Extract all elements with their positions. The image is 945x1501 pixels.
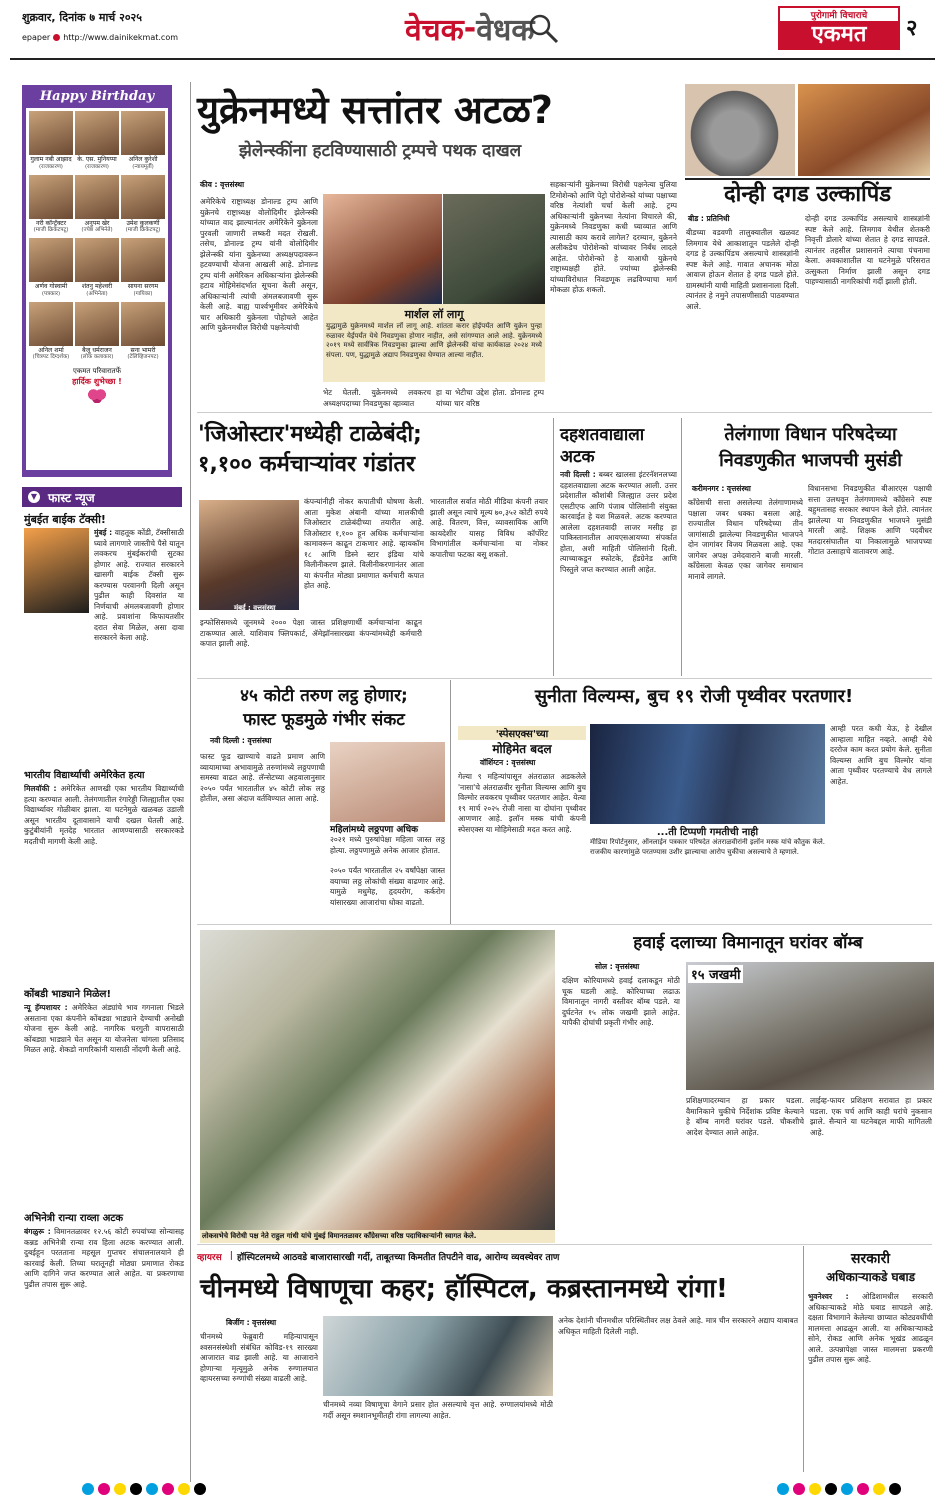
epaper-label: epaper — [22, 33, 51, 42]
virus-col-2: चीनमध्ये नव्या विषाणूचा वेगाने प्रसार होत असल्याचे वृत्त आहे. रुग्णालयांमध्ये मोठी गर्दी असून स्मशानभूमीतही रांगा लागल्या आहेत. — [323, 1400, 553, 1420]
wish-line-1: एकमत परिवारातर्फे — [72, 367, 122, 375]
virus-col-3: अनेक देशांनी चीनमधील परिस्थितीवर लक्ष ठेवले आहे. मात्र चीन सरकारने अद्याप याबाबत अधिकृत माहिती दिलेली नाही. — [558, 1316, 798, 1336]
avatar — [75, 111, 119, 155]
color-swatch — [146, 1483, 158, 1495]
gov-headline-2: अधिकाऱ्याकडे घबाड — [825, 1270, 916, 1284]
gov-dateline: भुवनेश्वर : — [808, 1292, 849, 1301]
birthday-name: अनिल कुरेशी — [128, 156, 158, 163]
issue-date: शुक्रवार, दिनांक ७ मार्च २०२५ — [22, 11, 142, 24]
lead-col-3-tail: हा या भेटीचा उद्देश होता. डोनाल्ड ट्रम्प यांच्या चार वरिष्ठ — [436, 388, 544, 408]
birthday-name: नरी कॉन्ट्रॅक्टर — [36, 219, 66, 227]
birthday-person — [121, 302, 165, 362]
jiostar-col-2: भारतातील सर्वात मोठी मीडिया कंपनी तयार झाली असून त्याचे मूल्य ७०,३५२ कोटी रुपये आहे. वितरण, वित्त, व्यावसायिक आणि कायदेशीर यासह विविध कॉर्पोरेट विभागांतील कर्मचाऱ्यांना या नोकर कपातीचा फटका बसू शकतो. — [430, 497, 548, 559]
avatar — [29, 302, 73, 346]
meteor-story — [685, 178, 930, 212]
section-title-part-1: वेचक — [405, 13, 464, 48]
birthday-box — [22, 85, 172, 477]
gov-text: ओडिशामधील सरकारी अधिकाऱ्याकडे मोठे घबाड सापडले आहे. दक्षता विभागाने केलेल्या छाप्यात कोट्यवधींची मालमत्ता आढळून आली. या अधिकाऱ्याकडे सोने, रोकड आणि अनेक भूखंड आढळून आले. उत्पन्नापेक्षा जास्त मालमत्ता प्रकरणी पुढील तपास सुरू आहे. — [808, 1292, 933, 1364]
caption-title: ...ती टिप्पणी गमतीची नाही — [656, 827, 759, 838]
telangana-headline-1: तेलंगाणा विधान परिषदेच्या — [724, 424, 897, 445]
sunita-sub-1: 'स्पेसएक्स'च्या — [458, 726, 586, 740]
news-headline: भारतीय विद्यार्थ्याची अमेरिकेत हत्या — [24, 770, 145, 781]
news-dateline: मुंबई : — [94, 528, 113, 537]
korea-col-1: दक्षिण कोरियामध्ये हवाई दलाकडून मोठी चूक घडली आहे. कोरियाच्या लढाऊ विमानातून नागरी वस्तीवर बॉम्ब पडले. या दुर्घटनेत १५ लोक जखमी झाले आहेत. यापैकी दोघांची प्रकृती गंभीर आहे. — [562, 976, 680, 1027]
magnifier-icon — [528, 13, 560, 45]
bike-taxi-photo — [24, 528, 89, 613]
color-swatch — [793, 1483, 805, 1495]
fast-news-item — [24, 1210, 184, 1480]
avatar — [75, 238, 119, 282]
ticker-text: हॉस्पिटलमध्ये आठवडे बाजारासारखी गर्दी, ताबूतच्या किमतीत तिपटीने वाढ, आरोग्य व्यवस्थेवर ताण — [237, 1252, 560, 1263]
birthday-person — [29, 302, 73, 362]
inset-body: २०२१ मध्ये पुरुषांपेक्षा महिला जास्त लठ्ठ होत्या. लठ्ठपणामुळे अनेक आजार होतात. — [330, 835, 445, 855]
telangana-dateline: करीमनगर : वृत्तसंस्था — [692, 484, 751, 493]
birthday-list — [29, 111, 165, 361]
color-swatch — [98, 1483, 110, 1495]
fast-news-list — [24, 512, 184, 1482]
trump-photo — [323, 194, 442, 304]
gov-officer-story — [808, 1250, 933, 1286]
birthday-role: (अभिनेता) — [86, 290, 108, 297]
birthday-role: (राजकारण) — [85, 163, 109, 170]
lead-subhead: झेलेन्स्कींना हटविण्यासाठी ट्रम्पचे पथक दाखल — [239, 141, 522, 161]
meteor-col-2: दोन्ही दगड उल्कापिंड असल्याचे शास्त्रज्ञांनी स्पष्ट केले आहे. लिमगाव येथील शेतकरी निवृत्ती डोलारे यांच्या शेतात हे दगड सापडले. त्यानंतर तहसील प्रशासनाने त्याचा पंचनामा केला. अवकाशातील या घटनेमुळे परिसरात उत्सुकता निर्माण झाली असून दगड पाहण्यासाठी नागरिकांची गर्दी झाली होती. — [805, 214, 930, 286]
color-swatch — [178, 1483, 190, 1495]
birthday-name: बैजू धर्मराजन — [82, 346, 112, 354]
sunita-dateline: वॉशिंग्टन : वृत्तसंस्था — [480, 758, 536, 767]
color-swatch — [114, 1483, 126, 1495]
chevron-down-icon: ▼ — [28, 491, 40, 503]
fastfood-col-2: २०५० पर्यंत भारतातील २५ वर्षांपेक्षा जास्त वयाच्या लठ्ठ लोकांची संख्या वाढणार आहे. यामुळे मधुमेह, हृदयरोग, कर्करोग यांसारख्या आजारांचा धोका वाढतो. — [330, 866, 445, 907]
birthday-role: (ज्येष्ठ अभिनेते) — [81, 227, 113, 233]
birthday-person — [75, 302, 119, 362]
birthday-person — [121, 238, 165, 298]
terror-headline-1: दहशतवाद्याला — [560, 425, 645, 445]
birthday-person — [121, 175, 165, 235]
meteor-dateline: बीड : प्रतिनिधी — [688, 214, 730, 223]
news-body: वाहतूक कोंडी, टॅक्सीसाठी घ्यावे लागणारे जास्तीचे पैसे यातून लवकरच मुंबईकरांची सुटका होणार आहे. राज्यात सरकारने खासगी बाईक टॅक्सी सुरू करण्यास परवानगी दिली असून पुढील काही दिवसांत या निर्णयाची अंमलबजावणी होणार आहे. प्रवाशांना किफायतशीर दरात सेवा मिळेल, असा दावा सरकारने केला आहे. — [94, 528, 184, 642]
lead-dateline: कीव : वृत्तसंस्था — [200, 180, 245, 189]
news-dateline: न्यू हॅम्पशायर : — [24, 1003, 68, 1012]
caption-text: मीडिया रिपोर्टनुसार, ऑनलाईन पत्रकार परिषदेत अंतराळवीरांनी इलॉन मस्क यांचे कौतुक केले. राजकीय कारणांमुळे परतण्यास उशीर झाल्याचा आरोप चुकीचा असल्याचे ते म्हणाले. — [590, 838, 825, 856]
avatar — [29, 175, 73, 219]
korea-story — [562, 930, 934, 956]
obesity-photo — [330, 742, 445, 822]
injured-count: १५ जखमी — [688, 965, 743, 983]
jiostar-dateline: मुंबई : वृत्तसंस्था — [234, 604, 276, 612]
ticker-label: व्हायरस — [197, 1252, 222, 1263]
color-swatch — [162, 1483, 174, 1495]
meteor-headline: दोन्ही दगड उल्कापिंड — [723, 182, 892, 207]
news-dateline: बंगळुरू : — [24, 1227, 51, 1236]
section-rule — [197, 678, 932, 679]
color-swatch — [130, 1483, 142, 1495]
birthday-person — [29, 111, 73, 171]
gov-officer-body — [808, 1292, 933, 1472]
wish-line-2: हार्दिक शुभेच्छा ! — [72, 377, 122, 386]
section-rule — [197, 924, 932, 925]
birthday-person — [75, 238, 119, 298]
page-number: २ — [906, 16, 918, 41]
birthday-name: सायना सरगम — [127, 283, 159, 290]
avatar — [29, 238, 73, 282]
birthday-role: (गायिका) — [133, 290, 153, 297]
color-swatch — [889, 1483, 901, 1495]
fast-news-item — [24, 986, 184, 1210]
sunita-subhead — [458, 726, 586, 757]
birthday-person — [29, 238, 73, 298]
telangana-headline-2: निवडणुकीत भाजपची मुसंडी — [719, 450, 902, 471]
birthday-person — [75, 111, 119, 171]
birthday-role: (पत्रकार) — [41, 290, 61, 297]
sunita-col-2: आम्ही परत कधी येऊ, हे देखील आम्हाला माहित नव्हते. आम्ही येथे दररोज काम करत प्रयोग केले. सुनीता विल्यम्स आणि बुच विल्मोर यांना आता पृथ्वीवर परतण्याचे वेध लागले आहेत. — [830, 724, 932, 786]
virus-ticker: व्हायरस | हॉस्पिटलमध्ये आठवडे बाजारासारखी गर्दी, ताबूतच्या किमतीत तिपटीने वाढ, आरोग्य व्यवस्थेवर ताण — [197, 1251, 560, 1263]
sunita-col-1: गेल्या ९ महिन्यांपासून अंतराळात अडकलेले 'नासा'चे अंतराळवीर सुनीता विल्यम्स आणि बुच विल्मोर लवकरच पृथ्वीवर परतणार आहेत. येत्या १९ मार्च २०२५ रोजी नासा या दोघांना पृथ्वीवर आणणार आहे. इलॉन मस्क यांची कंपनी स्पेसएक्स या मोहिमेसाठी मदत करत आहे. — [458, 772, 586, 834]
telangana-col-1: कॉंग्रेसची सत्ता असलेल्या तेलंगाणामध्ये पक्षाला जबर धक्का बसला आहे. राज्यातील विधान परिषदेच्या तीन जागांसाठी झालेल्या निवडणुकीत भाजपने दोन जागांवर विजय मिळवला आहे. एका जागेवर अपक्ष उमेदवाराने बाजी मारली. कॉंग्रेसला केवळ एका जागेवर समाधान मानावे लागले. — [688, 498, 803, 581]
lead-col-4: सहकाऱ्यांनी युक्रेनच्या विरोधी पक्षनेत्या युलिया टिमोशेन्को आणि पेट्रो पोरोशेन्को यांच्या पक्षाच्या वरिष्ठ नेत्यांशी चर्चा केली आहे. ट्रम्प अधिकाऱ्यांनी युक्रेनच्या नेत्यांना विचारले की, युक्रेनमध्ये निवडणुका कधी घ्याव्यात आणि त्यासाठी काय करावे लागेल? दरम्यान, युक्रेनने अलीकडेच पोरोशेन्को यांच्यावर निर्बंध लादले आहेत. पोरोशेन्को हे याआधी युक्रेनचे राष्ट्राध्यक्षही होते. ज्यांच्या झेलेन्स्की यांच्याविरोधात निवडणूक लढविण्याचा मार्ग मोकळा होऊ शकतो. — [550, 180, 677, 294]
fast-news-header — [22, 487, 182, 507]
birthday-role: (टेलिव्हिजनपट) — [127, 354, 159, 360]
section-rule — [197, 412, 932, 413]
terror-story — [560, 424, 675, 468]
birthday-person — [121, 111, 165, 171]
fastfood-dateline: नवी दिल्ली : वृत्तसंस्था — [210, 736, 272, 745]
news-dateline: मिलवॉकी : — [24, 784, 57, 793]
hospital-photo — [323, 1316, 553, 1396]
telangana-story — [688, 422, 933, 474]
color-swatch — [777, 1483, 789, 1495]
meteorite-photo — [685, 84, 795, 176]
birthday-name: अनिल शर्मा — [38, 346, 64, 354]
news-headline: कोंबडी भाड्याने मिळेल! — [24, 989, 112, 1000]
jiostar-headline-1: 'जिओस्टार'मध्येही टाळेबंदी; — [198, 422, 422, 447]
telangana-col-2: विधानसभा निवडणुकीत बीआरएस पक्षाची सत्ता उलथवून तेलंगणामध्ये कॉंग्रेसने स्पष्ट बहुमतासह सरकार स्थापन केले होते. त्यानंतर झालेल्या या निवडणुकीत भाजपने मुसंडी मारली आहे. शिक्षक आणि पदवीधर मतदारसंघातील या निकालामुळे भाजपच्या गोटात उत्साहाचे वातावरण आहे. — [808, 484, 932, 556]
jiostar-col-bottom: इन्फोसिसमध्ये जूनमध्ये २००० पेक्षा जास्त प्रशिक्षणार्थी कर्मचाऱ्यांना काढून टाकण्यात आले. याशिवाय फ्लिपकार्ट, ॲमेझॉनसारख्या कंपन्यांमध्येही कर्मचारी कपात झाली आहे. — [200, 618, 422, 648]
color-swatch — [873, 1483, 885, 1495]
brand-name: एकमत — [811, 22, 867, 47]
fast-news-title: फास्ट न्यूज — [48, 490, 95, 505]
lead-headline: युक्रेनमध्ये सत्तांतर अटळ? — [197, 88, 553, 132]
birthday-role: (माजी क्रिकेटपटू) — [33, 227, 69, 233]
birthday-person — [29, 175, 73, 235]
avatar — [29, 111, 73, 155]
birthday-role: (न्यायमूर्ती) — [132, 163, 154, 170]
astronauts-photo — [590, 724, 825, 824]
photo-caption-box — [323, 304, 545, 382]
masthead — [10, 6, 935, 61]
jiostar-col-1: कंपन्यांनीही नोकर कपातीची घोषणा केली. आता मुकेश अंबानी यांच्या मालकीची जिओस्टार टाळेबंदीच्या तयारीत आहे. जिओस्टार १,१०० हून अधिक कर्मचाऱ्यांना कामावरून काढून टाकणार आहे. व्हायकॉम १८ आणि डिस्ने स्टार इंडिया यांचे विलीनीकरण झाले. विलीनीकरणानंतर आता या कंपनीत मोठ्या प्रमाणात कर्मचारी कपात होत आहे. — [304, 497, 424, 590]
color-swatch — [82, 1483, 94, 1495]
section-title: वेचक - वेधक — [405, 8, 560, 49]
news-body: अमेरिकेत अंड्यांचे भाव गगनाला भिडले असताना एका कंपनीने कोंबड्या भाड्याने देण्याची अनोखी योजना सुरू केली आहे. नागरिक घरगुती वापरासाठी कोंबड्या भाड्याने घेत असून या योजनेला चांगला प्रतिसाद मिळत आहे. शेकडो नागरिकांनी यासाठी नोंदणी केली आहे. — [24, 1003, 184, 1054]
brand-tagline: पुरोगामी विचाराचे — [780, 8, 898, 21]
caption-text: युद्धामुळे युक्रेनमध्ये मार्शल लॉ लागू आहे. शांतता करार होईपर्यंत आणि युक्रेन पुन्हा रुळावर येईपर्यंत येथे निवडणुका होणार नाहीत, असे सांगण्यात आले आहे. युक्रेनमध्ये २०१९ मध्ये सार्वत्रिक निवडणुका झाल्या आणि झेलेन्स्की यांचा कार्यकाळ २०२४ मध्ये संपला. पण, युद्धामुळे अद्याप निवडणुका घेण्यात आल्या नाहीत. — [326, 322, 542, 359]
officer-photo — [798, 84, 930, 176]
rally-caption: लोकसभेचे विरोधी पक्ष नेते राहुल गांधी यांचे मुंबई विमानतळावर कॉंग्रेसच्या वरिष्ठ पदाधिकाऱ्यांनी स्वागत केले. — [200, 1230, 555, 1243]
color-swatch — [809, 1483, 821, 1495]
color-swatch — [825, 1483, 837, 1495]
terror-text: बब्बर खालसा इंटरनॅशनलच्या दहशतवाद्याला अटक करण्यात आली. उत्तर प्रदेशातील कौशांबी जिल्ह्यात उत्तर प्रदेश एसटीएफ आणि पंजाब पोलिसांनी संयुक्त कारवाईत हे यश मिळवले. अटक करण्यात आलेला दहशतवादी लाजर मसीह हा पाकिस्तानातील आयएसआयच्या संपर्कात होता, अशी माहिती पोलिसांनी दिली. त्याच्याकडून स्फोटके, हँडग्रेनेड आणि पिस्तुले जप्त करण्यात आली आहेत. — [560, 470, 677, 574]
news-headline: मुंबईत बाईक टॅक्सी! — [24, 513, 106, 526]
avatar — [121, 111, 165, 155]
epaper-link[interactable] — [22, 33, 178, 42]
korea-col-2: प्रशिक्षणादरम्यान हा प्रकार घडला. वैमानिकाने चुकीचे निर्देशांक प्रविष्ट केल्याने हे बॉम्ब नागरी घरांवर पडले. चौकशीचे आदेश देण्यात आले आहेत. — [686, 1096, 804, 1137]
fastfood-headline-1: ४५ कोटी तरुण लट्ठ होणार; — [240, 686, 408, 706]
birthday-name: सना भामरी — [130, 346, 156, 354]
korea-col-3: लाईव्ह-फायर प्रशिक्षण सरावात हा प्रकार घडला. एक चर्च आणि काही घरांचे नुकसान झाले. सैन्याने या घटनेबद्दल माफी मागितली आहे. — [810, 1096, 932, 1137]
birthday-role: (लोक कलाकार) — [80, 354, 114, 360]
birthday-name: गुलाम नबी आझाद — [30, 156, 72, 163]
ambani-photo — [199, 500, 299, 610]
birthday-name: अनुपम खेर — [84, 219, 110, 227]
gov-headline-1: सरकारी — [851, 1251, 890, 1267]
fast-news-item — [24, 512, 184, 768]
avatar — [121, 238, 165, 282]
lead-story — [197, 88, 677, 161]
avatar — [121, 302, 165, 346]
fastfood-col-1: फास्ट फूड खाण्याचे वाढते प्रमाण आणि व्यायामाच्या अभावामुळे तरुणांमध्ये लठ्ठपणाची समस्या वाढत आहे. लॅन्सेटच्या अहवालानुसार २०५० पर्यंत भारतातील ४५ कोटी लोक लठ्ठ होतील, असा अंदाज वर्तविण्यात आला आहे. — [200, 752, 325, 803]
fast-news-item — [24, 768, 184, 986]
birthday-person — [75, 175, 119, 235]
fastfood-story — [200, 684, 448, 732]
color-swatch — [841, 1483, 853, 1495]
column-divider — [190, 82, 191, 1482]
column-divider — [681, 418, 682, 676]
avatar — [121, 175, 165, 219]
section-rule — [197, 1244, 932, 1245]
virus-story — [200, 1268, 800, 1310]
virus-headline: चीनमध्ये विषाणूचा कहर; हॉस्पिटल, कब्रस्तानमध्ये रांगा! — [200, 1274, 728, 1304]
brand-logo — [778, 6, 900, 50]
birthday-name: के. एस. मुनियप्पा — [77, 156, 117, 163]
virus-dateline: बिजींग : वृत्तसंस्था — [226, 1318, 277, 1327]
sunita-headline: सुनीता विल्यम्स, बुच १९ रोजी पृथ्वीवर परतणार! — [534, 686, 854, 707]
news-body: अमेरिकेत आणखी एका भारतीय विद्यार्थ्याची हत्या करण्यात आली. तेलंगणातील रंगारेड्डी जिल्ह्यातील एका विद्यार्थ्यावर गोळीबार झाला. या घटनेमुळे खळबळ उडाली असून भारतीय दूतावासाने याची दखल घेतली आहे. कुटुंबीयांनी मृतदेह भारतात आणण्यासाठी सरकारकडे मदतीची मागणी केली आहे. — [24, 784, 184, 846]
birthday-role: (चित्रपट दिग्दर्शक) — [32, 354, 70, 360]
birthday-name: शंतनु महेश्वरी — [81, 283, 113, 290]
sunita-photo-caption — [590, 824, 825, 898]
column-divider — [553, 418, 554, 676]
news-headline: अभिनेत्री रान्या राव्ला अटक — [24, 1213, 124, 1224]
sunita-story — [455, 684, 933, 710]
epaper-icon — [53, 34, 60, 41]
avatar — [75, 175, 119, 219]
lead-col-2-tail: भेट घेतली. युक्रेनमध्ये लवकरच अध्यक्षपदाच्या निवडणुका व्हाव्यात — [323, 388, 431, 408]
print-swatches-left — [80, 1483, 208, 1495]
avatar — [75, 302, 119, 346]
zelensky-photo — [443, 194, 545, 304]
sunita-sub-2: मोहिमेत बदल — [492, 742, 552, 756]
jiostar-story — [198, 420, 538, 480]
birthday-name: अर्णव गोस्वामी — [34, 283, 68, 290]
birthday-name: उमेश कुलकर्णी — [126, 219, 160, 227]
news-body: विमानतळावर १२.५६ कोटी रुपयांच्या सोन्यासह कन्नड अभिनेत्री रान्या राव हिला अटक करण्यात आली. दुबईहून परतताना महसूल गुप्तचर संचालनालयाने ही कारवाई केली. तिच्या घरातूनही मोठ्या प्रमाणात रोकड आणि दागिने जप्त करण्यात आले आहेत. या प्रकरणाचा पुढील तपास सुरू आहे. — [24, 1227, 184, 1289]
flower-icon — [88, 389, 106, 403]
column-divider — [803, 1246, 804, 1472]
lead-col-1: अमेरिकेचे राष्ट्राध्यक्ष डोनाल्ड ट्रम्प आणि युक्रेनचे राष्ट्राध्यक्ष वोलोदिमीर झेलेन्स्की यांच्यात वाद झाल्यानंतर अमेरिकेने युक्रेनला पुरवली जाणारी लष्करी मदत रोखली. तसेच, डोनाल्ड ट्रम्प यांनी वोलोदिमीर झेलेन्स्की यांना युक्रेनच्या अध्यक्षपदावरून हटवण्याची योजना आखली आहे. डोनाल्ड ट्रम्प यांनी अमेरिकन अधिकाऱ्यांना झेलेन्स्की हटाव मोहिमेसंदर्भात सूचना केली असून, अधिकाऱ्यांनी त्यांची अंमलबजावणी सुरू केली आहे. बाह्य पार्श्वभूमीवर अमेरिकेचे चार अधिकारी युक्रेनला पोहोचले आहेत आणि युक्रेनमधील विरोधी पक्षनेत्यांची — [200, 197, 318, 332]
terror-headline-2: अटक — [560, 447, 595, 467]
inset-title: महिलांमध्ये लठ्ठपणा अधिक — [330, 825, 419, 835]
fastfood-headline-2: फास्ट फूडमुळे गंभीर संकट — [243, 710, 405, 730]
website-url[interactable]: http://www.dainikekmat.com — [63, 33, 179, 42]
korea-headline: हवाई दलाच्या विमानातून घरांवर बॉम्ब — [633, 933, 863, 953]
column-divider — [450, 680, 451, 925]
terror-dateline: नवी दिल्ली : — [560, 470, 596, 479]
birthday-title: Happy Birthday — [39, 89, 155, 104]
rally-photo — [200, 930, 555, 1230]
korea-dateline: सोल : वृत्तसंस्था — [595, 962, 640, 971]
birthday-role: (राजकारण) — [39, 163, 63, 170]
meteor-col-1: बीडच्या वडवणी तालुक्यातील खळवट लिमगाव येथे आकाशातून पडलेले दोन्ही दगड हे उल्कापिंडच असल्याचे शास्त्रज्ञांनी स्पष्ट केले आहे. गावात अचानक मोठा आवाज होऊन शेतात हे दगड पडले होते. ग्रामस्थांनी याची माहिती प्रशासनाला दिली. त्यानंतर हे नमुने तपासणीसाठी पाठवण्यात आले. — [686, 228, 799, 311]
print-swatches-right — [775, 1483, 903, 1495]
section-title-part-2: वेधक — [476, 13, 535, 48]
header-rule — [10, 58, 935, 60]
birthday-role: (माजी क्रिकेटपटू) — [125, 227, 161, 233]
color-swatch — [194, 1483, 206, 1495]
caption-title: मार्शल लॉ लागू — [404, 308, 464, 321]
terror-body — [560, 470, 677, 672]
jiostar-headline-2: १,१०० कर्मचाऱ्यांवर गंडांतर — [198, 452, 416, 477]
virus-col-1: चीनमध्ये फेब्रुवारी महिन्यापासून श्वसनसंस्थेशी संबंधित कोविड-१९ सारख्या आजारात वाढ झाली आहे. या आजाराने होणाऱ्या मृत्यूमुळे अनेक रुग्णालयात व्हायरसच्या रुग्णांची संख्या वाढली आहे. — [200, 1332, 318, 1383]
color-swatch — [857, 1483, 869, 1495]
